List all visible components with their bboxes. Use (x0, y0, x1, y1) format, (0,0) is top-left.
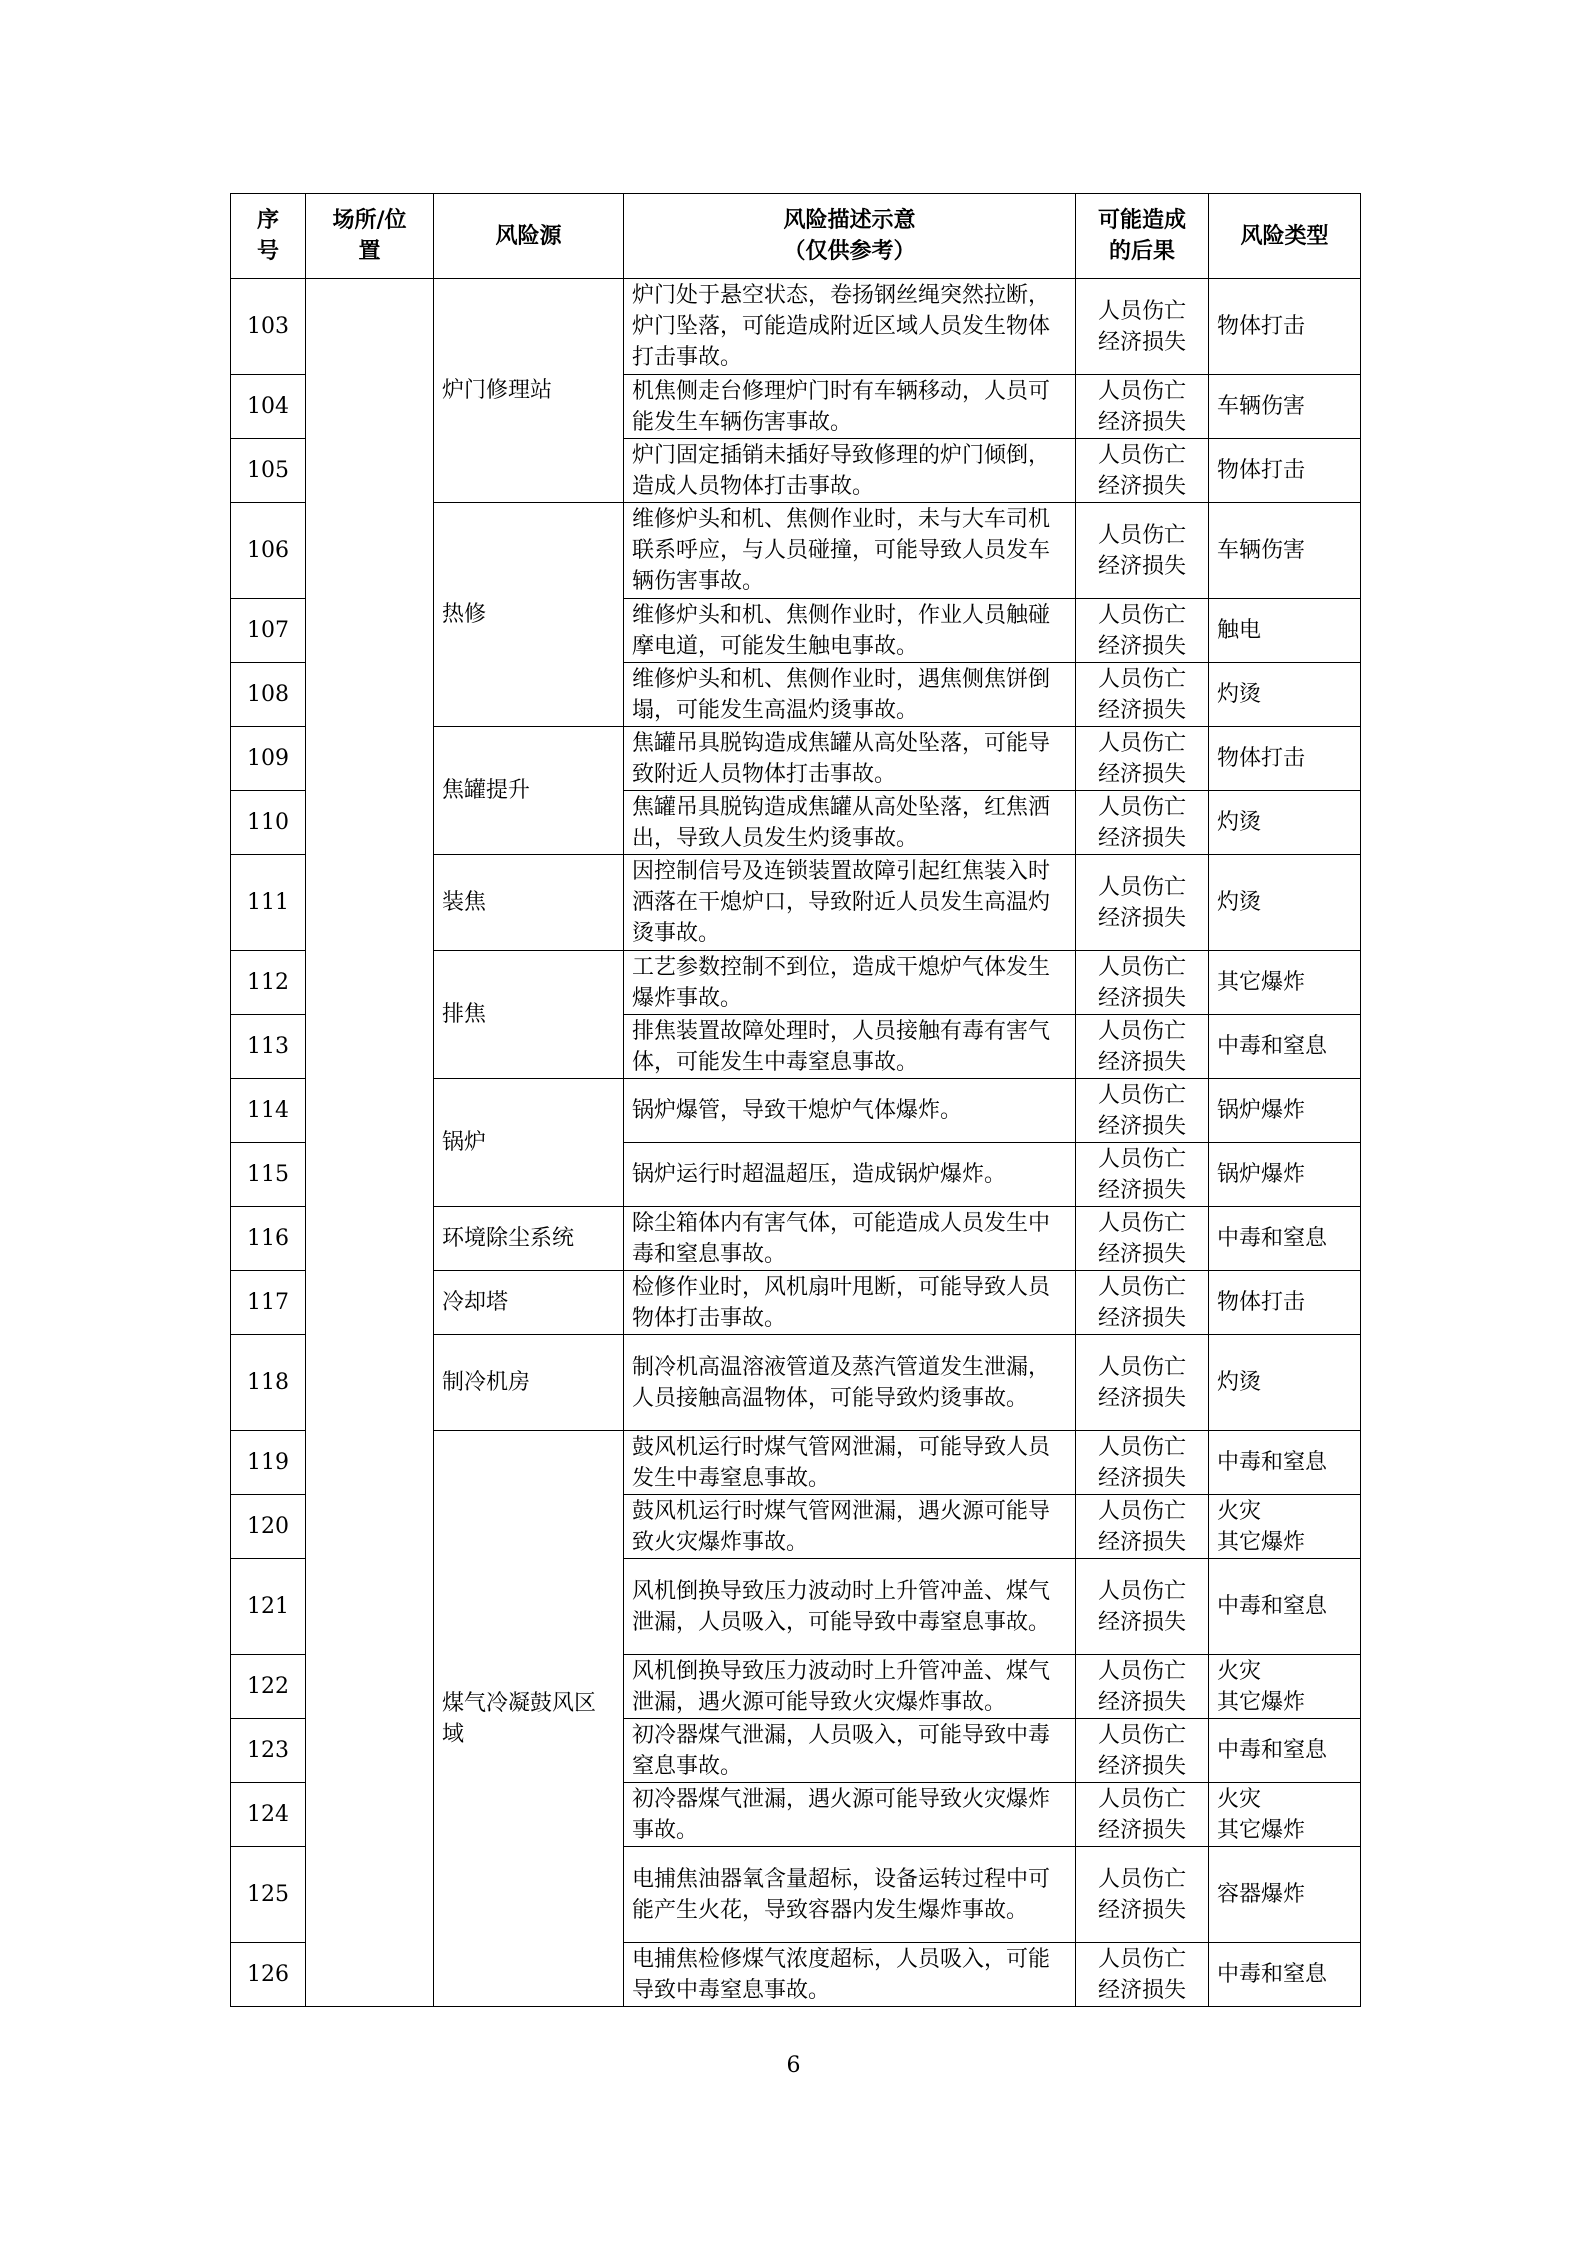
consequence: 人员伤亡 经济损失 (1076, 1335, 1209, 1431)
risk-description: 电捕焦油器氧含量超标，设备运转过程中可能产生火花，导致容器内发生爆炸事故。 (624, 1847, 1076, 1943)
row-number: 111 (231, 855, 306, 951)
row-number: 104 (231, 375, 306, 439)
risk-description: 工艺参数控制不到位，造成干熄炉气体发生爆炸事故。 (624, 951, 1076, 1015)
source-furnace-door-station: 炉门修理站 (434, 279, 624, 503)
page-number: 6 (786, 2053, 801, 2078)
risk-description: 炉门处于悬空状态，卷扬钢丝绳突然拉断，炉门坠落，可能造成附近区域人员发生物体打击事故。 (624, 279, 1076, 375)
source-dust-removal: 环境除尘系统 (434, 1207, 624, 1271)
header-type: 风险类型 (1209, 194, 1361, 279)
source-hot-repair: 热修 (434, 503, 624, 727)
risk-description: 维修炉头和机、焦侧作业时，作业人员触碰摩电道，可能发生触电事故。 (624, 599, 1076, 663)
row-number: 105 (231, 439, 306, 503)
risk-description: 除尘箱体内有害气体，可能造成人员发生中毒和窒息事故。 (624, 1207, 1076, 1271)
risk-type: 中毒和窒息 (1209, 1015, 1361, 1079)
row-number: 114 (231, 1079, 306, 1143)
risk-description: 初冷器煤气泄漏，遇火源可能导致火灾爆炸事故。 (624, 1783, 1076, 1847)
table-row (231, 279, 1361, 375)
risk-type: 火灾 其它爆炸 (1209, 1783, 1361, 1847)
source-gas-blower-area: 煤气冷凝鼓风区域 (434, 1431, 624, 2007)
row-number: 112 (231, 951, 306, 1015)
risk-type: 火灾 其它爆炸 (1209, 1495, 1361, 1559)
risk-type: 中毒和窒息 (1209, 1559, 1361, 1655)
consequence: 人员伤亡 经济损失 (1076, 375, 1209, 439)
risk-description: 锅炉爆管，导致干熄炉气体爆炸。 (624, 1079, 1076, 1143)
risk-type: 中毒和窒息 (1209, 1431, 1361, 1495)
row-number: 107 (231, 599, 306, 663)
header-source: 风险源 (434, 194, 624, 279)
risk-description: 机焦侧走台修理炉门时有车辆移动，人员可能发生车辆伤害事故。 (624, 375, 1076, 439)
risk-type: 车辆伤害 (1209, 375, 1361, 439)
risk-type: 中毒和窒息 (1209, 1207, 1361, 1271)
row-number: 124 (231, 1783, 306, 1847)
row-number: 119 (231, 1431, 306, 1495)
risk-type: 灼烫 (1209, 1335, 1361, 1431)
risk-type: 灼烫 (1209, 791, 1361, 855)
consequence: 人员伤亡 经济损失 (1076, 1079, 1209, 1143)
consequence: 人员伤亡 经济损失 (1076, 1847, 1209, 1943)
risk-type: 灼烫 (1209, 855, 1361, 951)
risk-type: 火灾 其它爆炸 (1209, 1655, 1361, 1719)
consequence: 人员伤亡 经济损失 (1076, 1783, 1209, 1847)
row-number: 109 (231, 727, 306, 791)
source-boiler: 锅炉 (434, 1079, 624, 1207)
consequence: 人员伤亡 经济损失 (1076, 1655, 1209, 1719)
consequence: 人员伤亡 经济损失 (1076, 1719, 1209, 1783)
risk-type: 其它爆炸 (1209, 951, 1361, 1015)
row-number: 115 (231, 1143, 306, 1207)
row-number: 113 (231, 1015, 306, 1079)
risk-description: 鼓风机运行时煤气管网泄漏，可能导致人员发生中毒窒息事故。 (624, 1431, 1076, 1495)
risk-type: 触电 (1209, 599, 1361, 663)
location-cell (306, 279, 434, 2007)
row-number: 121 (231, 1559, 306, 1655)
table-header-row (231, 194, 1361, 279)
risk-type: 锅炉爆炸 (1209, 1079, 1361, 1143)
row-number: 106 (231, 503, 306, 599)
source-coke-discharge: 排焦 (434, 951, 624, 1079)
risk-description: 电捕焦检修煤气浓度超标，人员吸入，可能导致中毒窒息事故。 (624, 1943, 1076, 2007)
risk-type: 容器爆炸 (1209, 1847, 1361, 1943)
risk-description: 维修炉头和机、焦侧作业时，未与大车司机联系呼应，与人员碰撞，可能导致人员发车辆伤害事故。 (624, 503, 1076, 599)
source-coke-loading: 装焦 (434, 855, 624, 951)
consequence: 人员伤亡 经济损失 (1076, 1015, 1209, 1079)
consequence: 人员伤亡 经济损失 (1076, 1943, 1209, 2007)
risk-type: 中毒和窒息 (1209, 1719, 1361, 1783)
header-description: 风险描述示意 （仅供参考） (624, 194, 1076, 279)
risk-type: 锅炉爆炸 (1209, 1143, 1361, 1207)
risk-description: 制冷机高温溶液管道及蒸汽管道发生泄漏，人员接触高温物体，可能导致灼烫事故。 (624, 1335, 1076, 1431)
risk-type: 车辆伤害 (1209, 503, 1361, 599)
consequence: 人员伤亡 经济损失 (1076, 1143, 1209, 1207)
header-seq: 序 号 (231, 194, 306, 279)
risk-description: 检修作业时，风机扇叶甩断，可能导致人员物体打击事故。 (624, 1271, 1076, 1335)
consequence: 人员伤亡 经济损失 (1076, 503, 1209, 599)
source-cooling-tower: 冷却塔 (434, 1271, 624, 1335)
consequence: 人员伤亡 经济损失 (1076, 951, 1209, 1015)
row-number: 125 (231, 1847, 306, 1943)
consequence: 人员伤亡 经济损失 (1076, 279, 1209, 375)
risk-description: 维修炉头和机、焦侧作业时，遇焦侧焦饼倒塌，可能发生高温灼烫事故。 (624, 663, 1076, 727)
risk-description: 锅炉运行时超温超压，造成锅炉爆炸。 (624, 1143, 1076, 1207)
row-number: 118 (231, 1335, 306, 1431)
consequence: 人员伤亡 经济损失 (1076, 599, 1209, 663)
source-refrigeration-room: 制冷机房 (434, 1335, 624, 1431)
risk-type: 中毒和窒息 (1209, 1943, 1361, 2007)
row-number: 110 (231, 791, 306, 855)
row-number: 120 (231, 1495, 306, 1559)
risk-table (230, 193, 1361, 2007)
risk-description: 风机倒换导致压力波动时上升管冲盖、煤气泄漏，人员吸入，可能导致中毒窒息事故。 (624, 1559, 1076, 1655)
risk-type: 物体打击 (1209, 1271, 1361, 1335)
risk-description: 鼓风机运行时煤气管网泄漏，遇火源可能导致火灾爆炸事故。 (624, 1495, 1076, 1559)
consequence: 人员伤亡 经济损失 (1076, 1431, 1209, 1495)
source-coke-tank-lift: 焦罐提升 (434, 727, 624, 855)
header-consequence: 可能造成 的后果 (1076, 194, 1209, 279)
consequence: 人员伤亡 经济损失 (1076, 855, 1209, 951)
risk-type: 物体打击 (1209, 279, 1361, 375)
row-number: 126 (231, 1943, 306, 2007)
risk-description: 初冷器煤气泄漏，人员吸入，可能导致中毒窒息事故。 (624, 1719, 1076, 1783)
risk-type: 物体打击 (1209, 439, 1361, 503)
consequence: 人员伤亡 经济损失 (1076, 439, 1209, 503)
risk-description: 炉门固定插销未插好导致修理的炉门倾倒，造成人员物体打击事故。 (624, 439, 1076, 503)
consequence: 人员伤亡 经济损失 (1076, 1271, 1209, 1335)
consequence: 人员伤亡 经济损失 (1076, 727, 1209, 791)
consequence: 人员伤亡 经济损失 (1076, 663, 1209, 727)
row-number: 122 (231, 1655, 306, 1719)
risk-description: 排焦装置故障处理时，人员接触有毒有害气体，可能发生中毒窒息事故。 (624, 1015, 1076, 1079)
risk-description: 风机倒换导致压力波动时上升管冲盖、煤气泄漏，遇火源可能导致火灾爆炸事故。 (624, 1655, 1076, 1719)
consequence: 人员伤亡 经济损失 (1076, 1495, 1209, 1559)
risk-type: 物体打击 (1209, 727, 1361, 791)
header-location: 场所/位 置 (306, 194, 434, 279)
row-number: 117 (231, 1271, 306, 1335)
risk-description: 焦罐吊具脱钩造成焦罐从高处坠落，红焦洒出，导致人员发生灼烫事故。 (624, 791, 1076, 855)
row-number: 116 (231, 1207, 306, 1271)
risk-description: 焦罐吊具脱钩造成焦罐从高处坠落，可能导致附近人员物体打击事故。 (624, 727, 1076, 791)
consequence: 人员伤亡 经济损失 (1076, 1559, 1209, 1655)
row-number: 103 (231, 279, 306, 375)
row-number: 123 (231, 1719, 306, 1783)
risk-description: 因控制信号及连锁装置故障引起红焦装入时洒落在干熄炉口，导致附近人员发生高温灼烫事故。 (624, 855, 1076, 951)
consequence: 人员伤亡 经济损失 (1076, 1207, 1209, 1271)
risk-type: 灼烫 (1209, 663, 1361, 727)
consequence: 人员伤亡 经济损失 (1076, 791, 1209, 855)
row-number: 108 (231, 663, 306, 727)
